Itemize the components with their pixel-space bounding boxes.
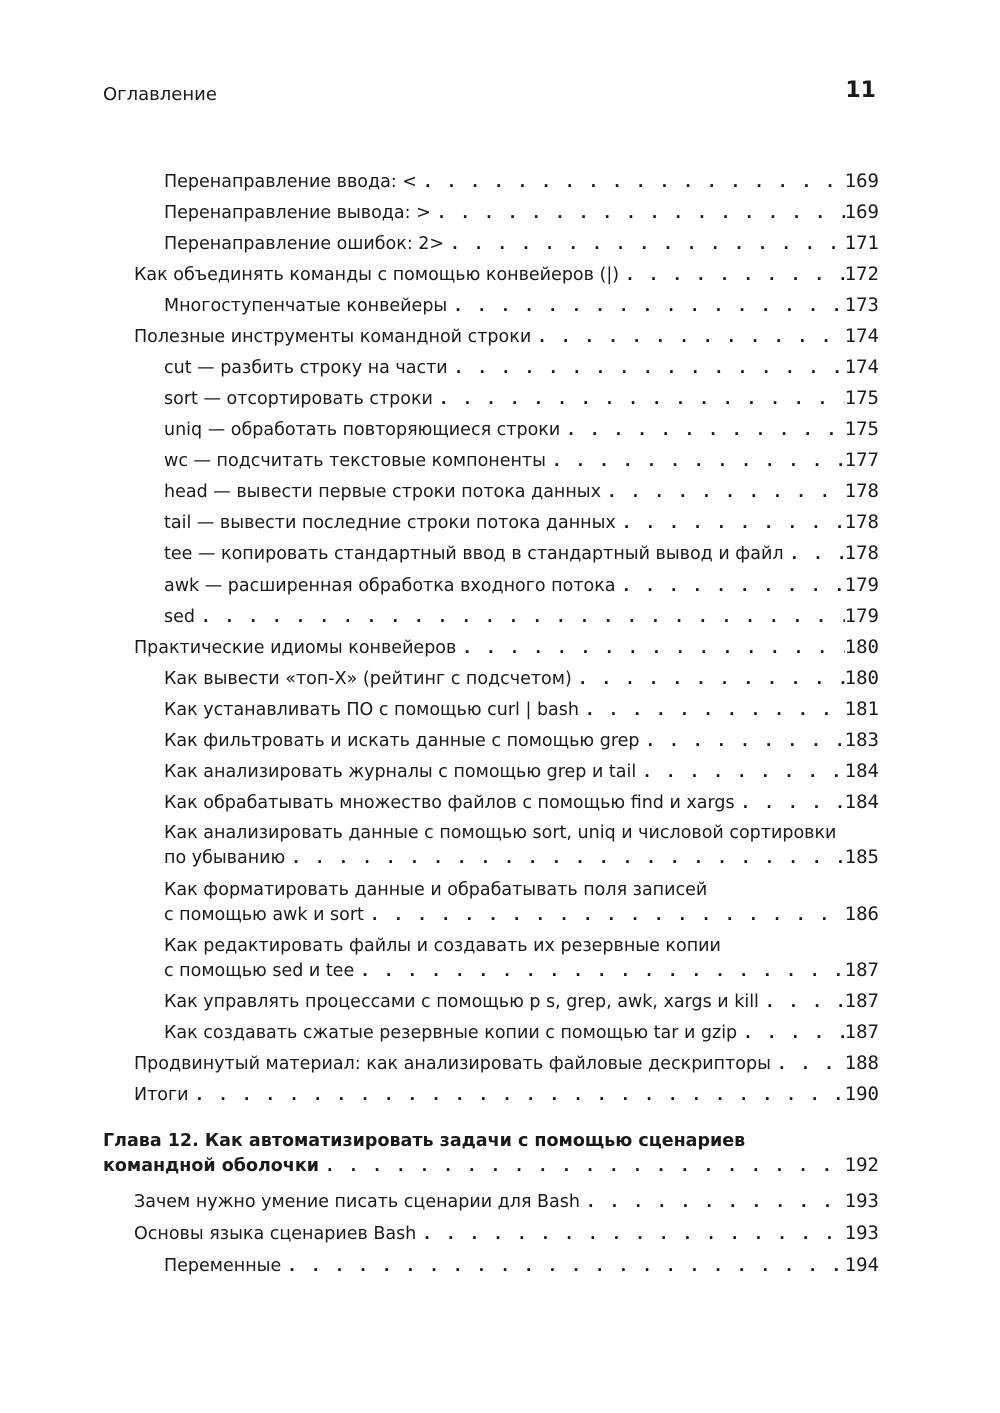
toc-entry[interactable]: Перенаправление ошибок: 2> . . . 171 xyxy=(164,230,879,257)
toc-entry[interactable]: Полезные инструменты командной строки . . . 174 xyxy=(134,323,879,350)
toc-entry[interactable]: Итоги . . . 190 xyxy=(134,1081,879,1108)
toc-entry[interactable]: Как редактировать файлы и создавать их резервные копии с помощью sed и tee . . . 187 xyxy=(164,933,879,984)
toc-entry[interactable]: Как управлять процессами с помощью p s, grep, awk, xargs и kill . . . 187 xyxy=(164,988,879,1015)
toc-entry[interactable]: Как обрабатывать множество файлов с помощью find и xargs . . . 184 xyxy=(164,789,879,816)
toc-entry[interactable]: head — вывести первые строки потока данных . . . 178 xyxy=(164,478,879,505)
toc-entry[interactable]: Практические идиомы конвейеров . . . 180 xyxy=(134,634,879,661)
toc-entry[interactable]: Перенаправление ввода: < . . . 169 xyxy=(164,168,879,195)
toc-entry[interactable]: Как устанавливать ПО с помощью curl | bash . . . 181 xyxy=(164,696,879,723)
toc-entry[interactable]: tee — копировать стандартный ввод в стандартный вывод и файл . . . 178 xyxy=(164,540,879,567)
toc-chapter-entry[interactable]: Глава 12. Как автоматизировать задачи с помощью сценариев командной оболочки . . . 192 xyxy=(103,1128,879,1179)
toc-entry[interactable]: sed . . . 179 xyxy=(164,603,879,630)
toc-entry[interactable]: Переменные . . . 194 xyxy=(164,1252,879,1279)
toc-entry[interactable]: sort — отсортировать строки . . . 175 xyxy=(164,385,879,412)
toc-entry[interactable]: Как создавать сжатые резервные копии с помощью tar и gzip . . . 187 xyxy=(164,1019,879,1046)
toc-entry[interactable]: tail — вывести последние строки потока данных . . . 178 xyxy=(164,509,879,536)
toc-entry[interactable]: cut — разбить строку на части . . . 174 xyxy=(164,354,879,381)
toc-entry[interactable]: Многоступенчатые конвейеры . . . 173 xyxy=(164,292,879,319)
toc-entry[interactable]: Продвинутый материал: как анализировать файловые дескрипторы . . . 188 xyxy=(134,1050,879,1077)
toc-entry[interactable]: Перенаправление вывода: > . . . 169 xyxy=(164,199,879,226)
running-header-title: Оглавление xyxy=(103,84,217,105)
toc-entry[interactable]: Как объединять команды с помощью конвейеров (|) . . . 172 xyxy=(134,261,879,288)
toc-entry[interactable]: Зачем нужно умение писать сценарии для Bash . . . 193 xyxy=(134,1188,879,1215)
toc-entry[interactable]: Как анализировать данные с помощью sort, uniq и числовой сортировки по убыванию . . . 185 xyxy=(164,820,879,871)
toc-entry[interactable]: Как анализировать журналы с помощью grep и tail . . . 184 xyxy=(164,758,879,785)
toc-entry[interactable]: Как фильтровать и искать данные с помощью grep . . . 183 xyxy=(164,727,879,754)
toc-entry[interactable]: Как вывести «топ-X» (рейтинг с подсчетом) . . . 180 xyxy=(164,665,879,692)
page-number: 11 xyxy=(845,78,876,103)
toc-entry[interactable]: Как форматировать данные и обрабатывать поля записей с помощью awk и sort . . . 186 xyxy=(164,877,879,928)
toc-entry[interactable]: uniq — обработать повторяющиеся строки . . . 175 xyxy=(164,416,879,443)
toc-entry[interactable]: awk — расширенная обработка входного потока . . . 179 xyxy=(164,572,879,599)
toc-entry[interactable]: Основы языка сценариев Bash . . . 193 xyxy=(134,1220,879,1247)
toc-entry[interactable]: wc — подсчитать текстовые компоненты . . . 177 xyxy=(164,447,879,474)
